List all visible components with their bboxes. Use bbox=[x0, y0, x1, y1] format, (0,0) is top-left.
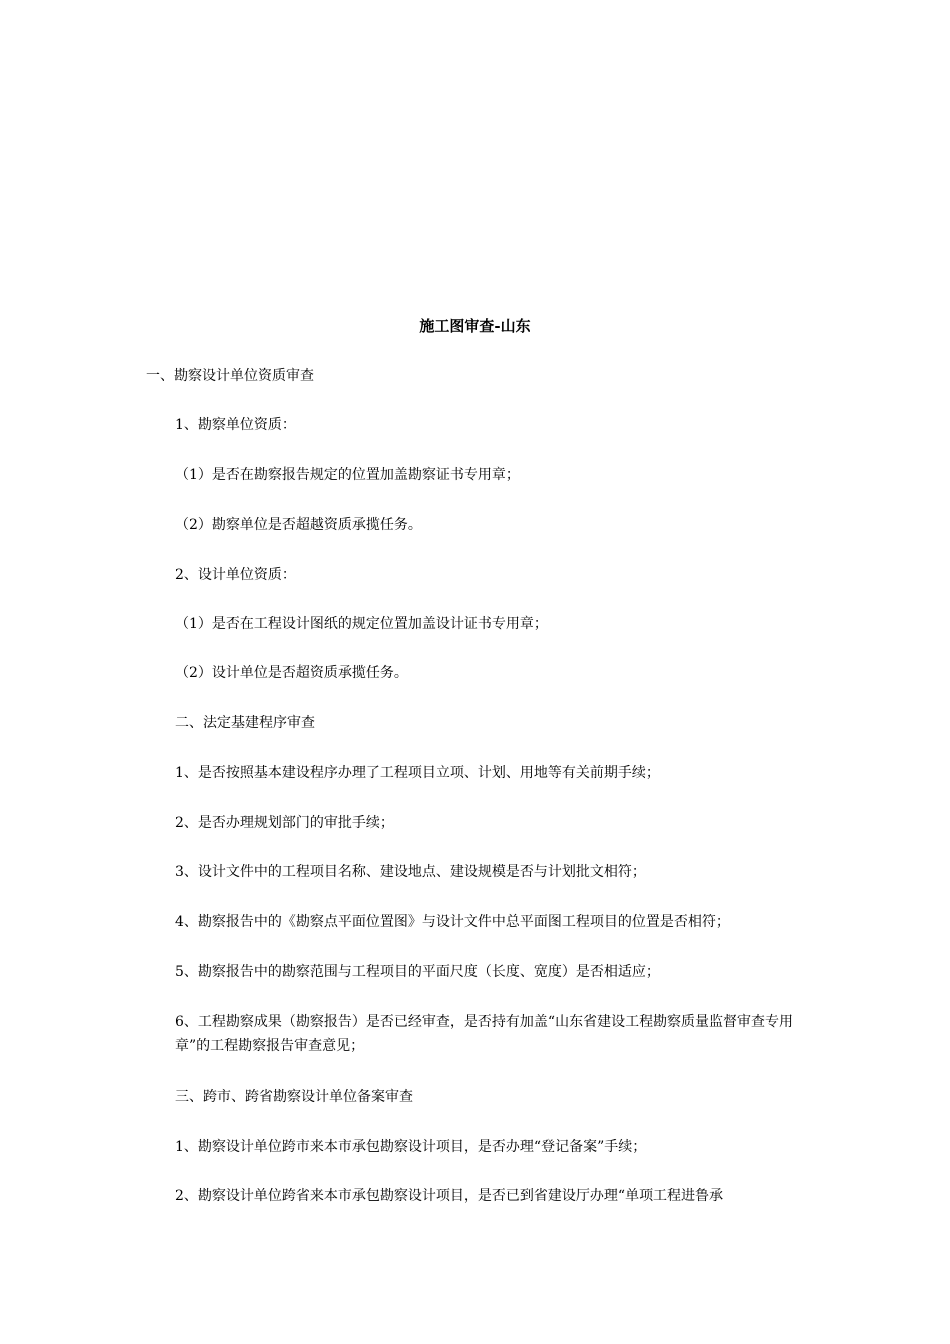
section-heading-3: 三、跨市、跨省勘察设计单位备案审查 bbox=[175, 1089, 413, 1105]
subsection-heading: 1、勘察单位资质： bbox=[175, 417, 296, 433]
list-item: 2、勘察设计单位跨省来本市承包勘察设计项目，是否已到省建设厅办理“单项工程进鲁承 bbox=[175, 1188, 724, 1204]
list-item: （1）是否在勘察报告规定的位置加盖勘察证书专用章； bbox=[175, 467, 520, 483]
list-item: （2）勘察单位是否超越资质承揽任务。 bbox=[175, 517, 422, 533]
list-item: 3、设计文件中的工程项目名称、建设地点、建设规模是否与计划批文相符； bbox=[175, 864, 646, 880]
section-heading-2: 二、法定基建程序审查 bbox=[175, 715, 315, 731]
list-item: 6、工程勘察成果（勘察报告）是否已经审查，是否持有加盖“山东省建设工程勘察质量监督审查专用章”的工程勘察报告审查意见； bbox=[175, 1014, 794, 1054]
document-title: 施工图审查-山东 bbox=[419, 317, 531, 335]
list-item: （1）是否在工程设计图纸的规定位置加盖设计证书专用章； bbox=[175, 616, 548, 632]
list-item: 1、是否按照基本建设程序办理了工程项目立项、计划、用地等有关前期手续； bbox=[175, 765, 660, 781]
list-item: （2）设计单位是否超资质承揽任务。 bbox=[175, 665, 408, 681]
subsection-heading: 2、设计单位资质： bbox=[175, 567, 296, 583]
section-heading-1: 一、勘察设计单位资质审查 bbox=[146, 368, 314, 384]
list-item: 1、勘察设计单位跨市来本市承包勘察设计项目，是否办理“登记备案”手续； bbox=[175, 1139, 647, 1155]
list-item: 4、勘察报告中的《勘察点平面位置图》与设计文件中总平面图工程项目的位置是否相符； bbox=[175, 914, 730, 930]
list-item: 2、是否办理规划部门的审批手续； bbox=[175, 815, 394, 831]
list-item: 5、勘察报告中的勘察范围与工程项目的平面尺度（长度、宽度）是否相适应； bbox=[175, 964, 660, 980]
